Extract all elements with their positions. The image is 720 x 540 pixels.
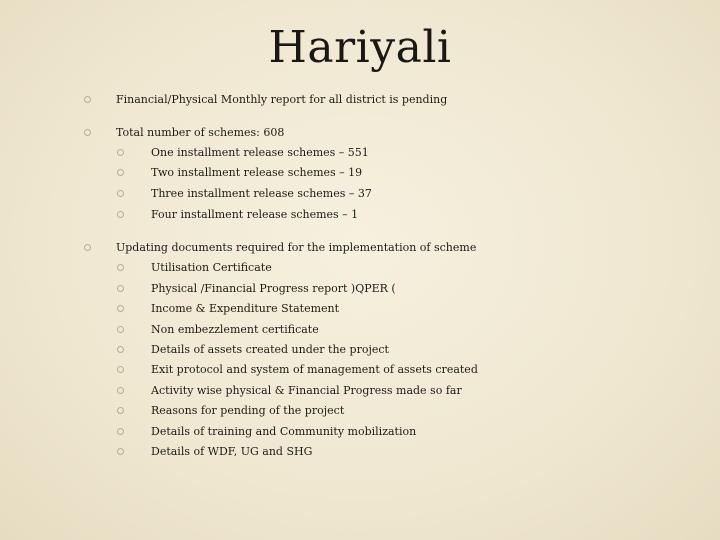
bullet-text: Activity wise physical & Financial Progress made so far — [151, 384, 462, 397]
sub-bullet-item — [151, 384, 462, 397]
bullet-marker-icon — [117, 448, 124, 455]
slide-title: Hariyali — [268, 22, 452, 73]
bullet-text: Utilisation Certificate — [151, 261, 272, 274]
sub-bullet-item — [151, 261, 272, 274]
bullet-marker-icon — [84, 244, 91, 251]
bullet-marker-icon — [117, 211, 124, 218]
bullet-text: Details of training and Community mobilization — [151, 425, 417, 438]
sub-bullet-item — [151, 363, 478, 376]
bullet-marker-icon — [117, 326, 124, 333]
bullet-text: Financial/Physical Monthly report for all district is pending — [116, 93, 448, 106]
bullet-text: Reasons for pending of the project — [151, 404, 345, 417]
bullet-text: Physical /Financial Progress report )QPER ( — [151, 282, 396, 295]
bullet-marker-icon — [117, 305, 124, 312]
bullet-marker-icon — [117, 190, 124, 197]
bullet-text: Details of assets created under the project — [151, 343, 389, 356]
bullet-marker-icon — [84, 96, 91, 103]
bullet-text: Total number of schemes: 608 — [116, 126, 285, 139]
sub-bullet-item — [151, 445, 312, 458]
bullet-text: Two installment release schemes – 19 — [151, 166, 363, 179]
sub-bullet-item — [151, 282, 396, 295]
sub-bullet-item — [151, 404, 344, 417]
bullet-text: Exit protocol and system of management of assets created — [151, 363, 478, 376]
bullet-marker-icon — [117, 169, 124, 176]
sub-bullet-item — [151, 166, 362, 179]
bullet-text: Details of WDF, UG and SHG — [151, 445, 313, 458]
sub-bullet-item — [151, 323, 319, 336]
sub-bullet-item — [151, 302, 339, 315]
bullet-marker-icon — [117, 387, 124, 394]
bullet-item — [116, 126, 284, 139]
bullet-marker-icon — [117, 285, 124, 292]
sub-bullet-item — [151, 146, 369, 159]
sub-bullet-item — [151, 187, 372, 200]
bullet-text: Four installment release schemes – 1 — [151, 208, 359, 221]
bullet-item — [116, 93, 447, 106]
bullet-text: Updating documents required for the implementation of scheme — [116, 241, 477, 254]
bullet-marker-icon — [117, 366, 124, 373]
sub-bullet-item — [151, 343, 389, 356]
bullet-marker-icon — [117, 346, 124, 353]
bullet-marker-icon — [117, 407, 124, 414]
bullet-text: Income & Expenditure Statement — [151, 302, 340, 315]
bullet-marker-icon — [84, 129, 91, 136]
bullet-item — [116, 241, 476, 254]
bullet-text: One installment release schemes – 551 — [151, 146, 369, 159]
bullet-text: Three installment release schemes – 37 — [151, 187, 372, 200]
sub-bullet-item — [151, 425, 416, 438]
bullet-text: Non embezzlement certificate — [151, 323, 319, 336]
bullet-marker-icon — [117, 428, 124, 435]
sub-bullet-item — [151, 208, 358, 221]
bullet-marker-icon — [117, 149, 124, 156]
bullet-marker-icon — [117, 264, 124, 271]
